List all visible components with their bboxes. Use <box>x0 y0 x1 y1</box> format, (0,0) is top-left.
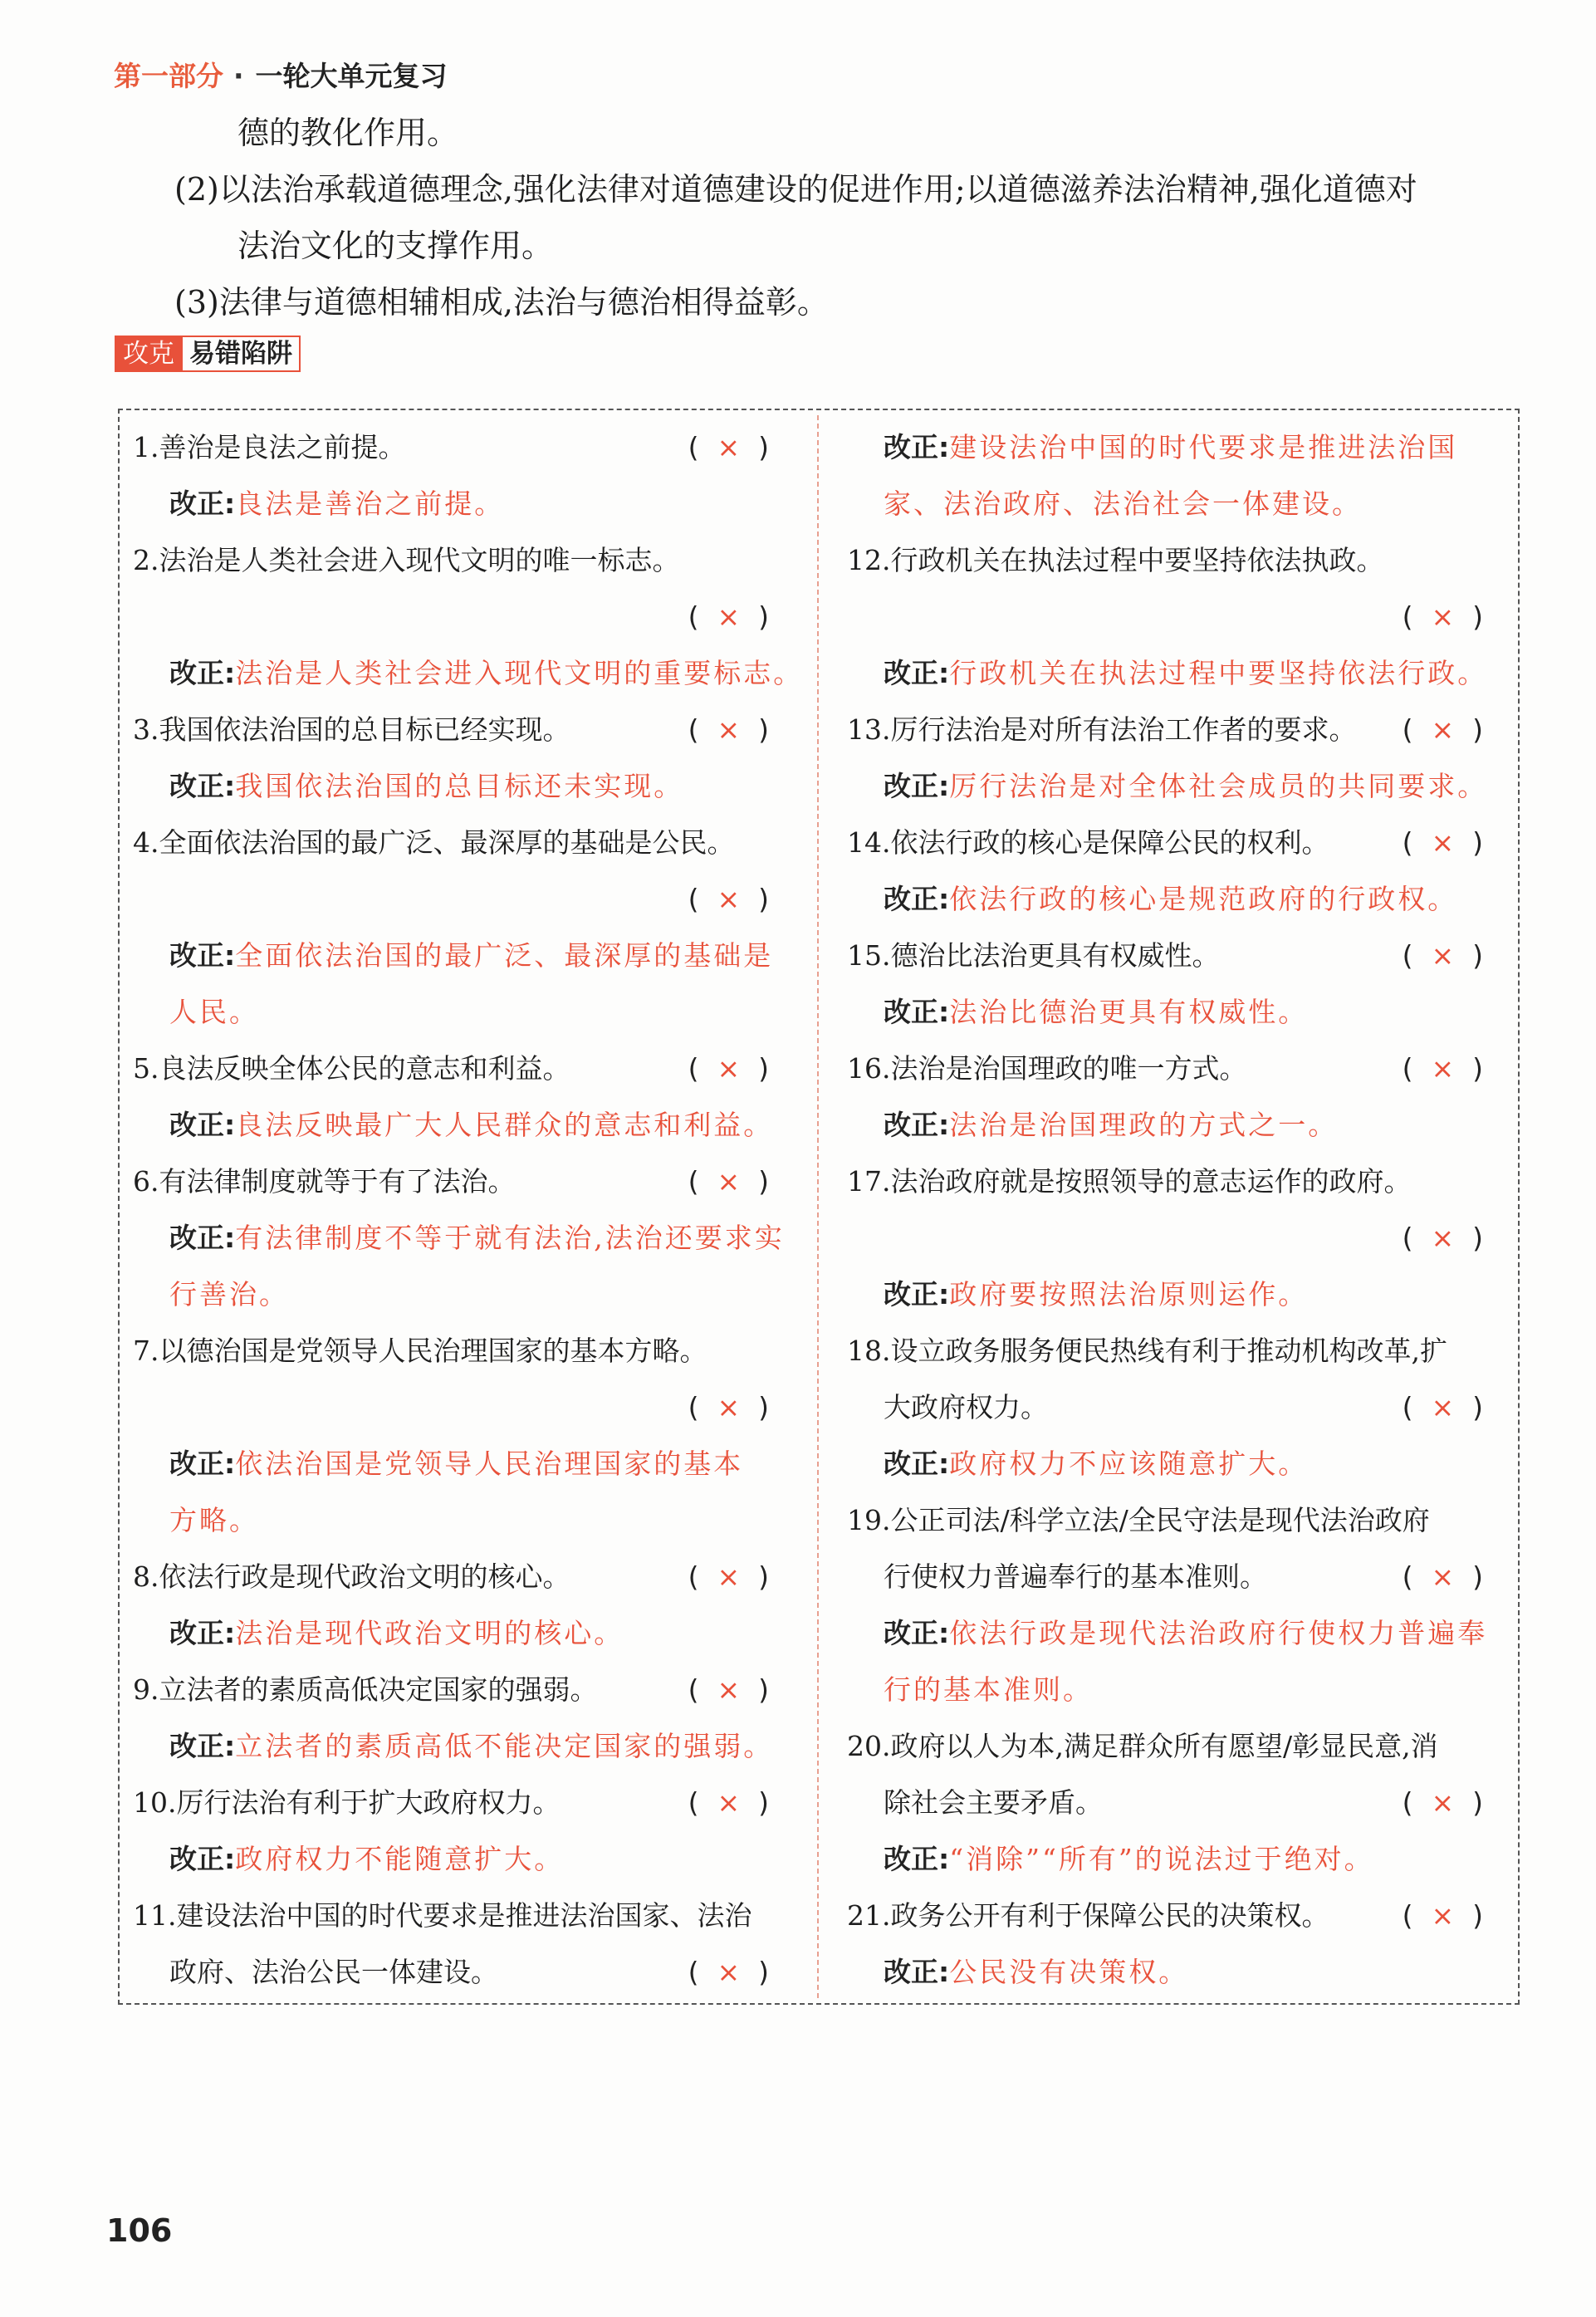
header-title: 一轮大单元复习 <box>255 60 448 92</box>
answer-mark <box>688 1154 787 1210</box>
correction-label: 改正: <box>884 657 950 689</box>
correction-line <box>847 1944 1503 2001</box>
mark-open-paren: ( <box>1402 1786 1432 1819</box>
question-text: 全面依法治国的最广泛、最深厚的基础是公民。 <box>159 826 735 859</box>
correction-label: 改正: <box>884 1278 950 1310</box>
mark-open-paren: ( <box>1402 1052 1432 1085</box>
answer-mark <box>1403 702 1501 758</box>
question-line <box>133 532 789 589</box>
question-number: 8. <box>133 1560 159 1593</box>
correction-line <box>133 645 804 702</box>
intro-item-2: (2)以法治承载道德理念,强化法律对道德建设的促进作用;以道德滋养法治精神,强化道德对 <box>174 171 1417 208</box>
question-number: 16. <box>847 1052 891 1085</box>
correction-label: 改正: <box>169 1109 236 1141</box>
trap-item <box>133 1323 789 1549</box>
question-text: 大政府权力。 <box>884 1391 1048 1423</box>
question-text: 公正司法/科学立法/全民守法是现代法治政府 <box>890 1504 1430 1536</box>
correction-text: 家、法治政府、法治社会一体建设。 <box>884 487 1362 520</box>
wrong-mark-icon: × <box>1431 1560 1473 1593</box>
mark-close-paren: ) <box>1472 939 1501 972</box>
question-text: 政府、法治公民一体建设。 <box>169 1956 498 1988</box>
trap-item <box>847 928 1503 1041</box>
right-column <box>847 419 1503 2001</box>
correction-label: 改正: <box>884 1956 950 1988</box>
mark-close-paren: ) <box>758 1786 787 1819</box>
answer-mark <box>1403 928 1501 984</box>
question-number: 19. <box>847 1504 891 1536</box>
trap-item <box>847 702 1503 815</box>
question-number: 11. <box>133 1899 177 1932</box>
wrong-mark-icon: × <box>1431 939 1473 972</box>
question-text: 行使权力普遍奉行的基本准则。 <box>884 1560 1267 1593</box>
wrong-mark-icon: × <box>717 1786 759 1819</box>
correction-text: 法治是现代政治文明的核心。 <box>235 1617 624 1649</box>
mark-close-paren: ) <box>1472 1052 1501 1085</box>
correction-line <box>133 928 789 984</box>
question-number: 7. <box>133 1335 159 1367</box>
question-text: 善治是良法之前提。 <box>159 431 406 463</box>
correction-label: 改正: <box>884 996 950 1028</box>
correction-label: 改正: <box>884 1843 950 1875</box>
correction-text: 厉行法治是对全体社会成员的共同要求。 <box>949 770 1488 802</box>
answer-mark <box>688 1662 787 1718</box>
correction-text: 良法是善治之前提。 <box>235 487 505 520</box>
mark-close-paren: ) <box>758 600 787 633</box>
header-part: 第一部分 <box>114 60 223 92</box>
correction-text: 有法律制度不等于就有法治,法治还要求实 <box>235 1222 785 1254</box>
question-text: 政务公开有利于保障公民的决策权。 <box>890 1899 1329 1932</box>
question-text: 有法律制度就等于有了法治。 <box>159 1165 516 1198</box>
mark-close-paren: ) <box>1472 1560 1501 1593</box>
question-number: 6. <box>133 1165 159 1198</box>
correction-label: 改正: <box>169 657 236 689</box>
correction-label: 改正: <box>884 1617 950 1649</box>
correction-line <box>847 476 1503 532</box>
question-line <box>847 1323 1503 1379</box>
question-line <box>847 1775 1503 1831</box>
wrong-mark-icon: × <box>1431 600 1473 633</box>
mark-close-paren: ) <box>1472 826 1501 859</box>
correction-text: 方略。 <box>169 1504 259 1536</box>
correction-label: 改正: <box>884 1448 950 1480</box>
wrong-mark-icon: × <box>1431 1222 1473 1254</box>
question-number: 2. <box>133 544 159 576</box>
mark-close-paren: ) <box>1472 1391 1501 1423</box>
wrong-mark-icon: × <box>717 1165 759 1198</box>
question-number: 17. <box>847 1165 891 1198</box>
correction-text: 政府权力不能随意扩大。 <box>235 1843 565 1875</box>
mark-open-paren: ( <box>688 431 717 463</box>
question-line <box>133 1944 789 2001</box>
correction-text: 立法者的素质高低不能决定国家的强弱。 <box>235 1730 774 1762</box>
mark-open-paren: ( <box>688 1165 717 1198</box>
intro-line-1: 德的教化作用。 <box>237 115 459 151</box>
wrong-mark-icon: × <box>1431 1786 1473 1819</box>
question-text: 政府以人为本,满足群众所有愿望/彰显民意,消 <box>890 1730 1438 1762</box>
question-line <box>847 532 1503 589</box>
question-line <box>847 1888 1503 1944</box>
trap-item <box>133 1041 789 1154</box>
mark-close-paren: ) <box>758 883 787 915</box>
trap-item <box>133 1775 789 1888</box>
mark-open-paren: ( <box>1402 600 1432 633</box>
trap-item <box>133 702 789 815</box>
correction-text: 全面依法治国的最广泛、最深厚的基础是 <box>235 939 774 972</box>
wrong-mark-icon: × <box>717 600 759 633</box>
mark-close-paren: ) <box>758 1165 787 1198</box>
trap-item <box>847 1041 1503 1154</box>
mark-open-paren: ( <box>688 1052 717 1085</box>
correction-text: 良法反映最广大人民群众的意志和利益。 <box>235 1109 774 1141</box>
question-number: 9. <box>133 1673 159 1706</box>
correction-label: 改正: <box>169 1448 236 1480</box>
wrong-mark-icon: × <box>717 1391 759 1423</box>
question-number: 5. <box>133 1052 159 1085</box>
question-number: 13. <box>847 713 891 746</box>
question-line <box>847 702 1503 758</box>
answer-mark <box>1403 1775 1501 1831</box>
correction-line <box>133 1831 789 1888</box>
question-text: 设立政务服务便民热线有利于推动机构改革,扩 <box>890 1335 1447 1367</box>
mark-open-paren: ( <box>1402 1899 1432 1932</box>
answer-mark <box>688 1775 787 1831</box>
question-text: 行政机关在执法过程中要坚持依法执政。 <box>890 544 1384 576</box>
question-text: 依法行政的核心是保障公民的权利。 <box>890 826 1329 859</box>
question-number: 15. <box>847 939 891 972</box>
mark-line <box>133 1379 789 1436</box>
correction-line <box>847 1266 1503 1323</box>
trap-item <box>133 1549 789 1662</box>
intro-text <box>174 105 1536 331</box>
page-number: 106 <box>106 2212 173 2249</box>
correction-text: 法治是治国理政的方式之一。 <box>949 1109 1339 1141</box>
mark-close-paren: ) <box>758 1673 787 1706</box>
question-text: 良法反映全体公民的意志和利益。 <box>159 1052 570 1085</box>
trap-item <box>133 1154 789 1323</box>
wrong-mark-icon: × <box>1431 1899 1473 1932</box>
question-line <box>133 1154 789 1210</box>
correction-line <box>847 871 1503 928</box>
correction-text: “消除”“所有”的说法过于绝对。 <box>949 1843 1374 1875</box>
correction-line <box>133 984 789 1041</box>
mark-close-paren: ) <box>1472 713 1501 746</box>
wrong-mark-icon: × <box>717 1052 759 1085</box>
mark-close-paren: ) <box>758 1391 787 1423</box>
question-line <box>847 1041 1503 1097</box>
mark-close-paren: ) <box>758 713 787 746</box>
correction-line <box>847 758 1503 815</box>
correction-label: 改正: <box>169 487 236 520</box>
correction-label: 改正: <box>169 1222 236 1254</box>
trap-item <box>133 1888 789 2001</box>
correction-line <box>847 1436 1503 1492</box>
question-line <box>133 419 789 476</box>
mark-close-paren: ) <box>1472 1222 1501 1254</box>
correction-line <box>133 1266 789 1323</box>
question-text: 法治是人类社会进入现代文明的唯一标志。 <box>159 544 680 576</box>
mark-open-paren: ( <box>688 883 717 915</box>
intro-item-2-cont: 法治文化的支撑作用。 <box>237 228 554 264</box>
question-text: 法治是治国理政的唯一方式。 <box>890 1052 1247 1085</box>
correction-line <box>133 1718 789 1775</box>
mark-line <box>133 871 789 928</box>
correction-line <box>847 1097 1503 1154</box>
column-divider <box>817 415 819 1998</box>
correction-label: 改正: <box>884 1109 950 1141</box>
correction-line <box>133 1605 789 1662</box>
answer-mark <box>688 589 787 645</box>
correction-line <box>847 1831 1503 1888</box>
answer-mark <box>1403 1210 1501 1266</box>
wrong-mark-icon: × <box>1431 826 1473 859</box>
correction-line <box>847 984 1503 1041</box>
trap-item <box>847 1888 1503 2001</box>
correction-line <box>133 476 789 532</box>
question-number: 12. <box>847 544 891 576</box>
question-line <box>847 1549 1503 1605</box>
mark-close-paren: ) <box>1472 600 1501 633</box>
mark-open-paren: ( <box>1402 713 1432 746</box>
answer-mark <box>688 1944 787 2001</box>
correction-label: 改正: <box>884 770 950 802</box>
trap-item <box>133 419 789 532</box>
question-line <box>133 1662 789 1718</box>
trap-item <box>133 1662 789 1775</box>
answer-mark <box>1403 1041 1501 1097</box>
trap-item <box>847 532 1503 702</box>
trap-item <box>133 532 804 702</box>
wrong-mark-icon: × <box>717 1673 759 1706</box>
mark-close-paren: ) <box>758 1052 787 1085</box>
trap-item <box>847 1323 1503 1492</box>
correction-text: 建设法治中国的时代要求是推进法治国 <box>949 431 1458 463</box>
question-line <box>133 1888 789 1944</box>
question-line <box>847 1718 1503 1775</box>
correction-text: 政府权力不应该随意扩大。 <box>949 1448 1309 1480</box>
mark-open-paren: ( <box>1402 826 1432 859</box>
trap-item <box>847 815 1503 928</box>
question-line <box>133 702 789 758</box>
question-text: 立法者的素质高低决定国家的强弱。 <box>159 1673 598 1706</box>
mark-open-paren: ( <box>1402 1560 1432 1593</box>
question-number: 1. <box>133 431 159 463</box>
trap-item <box>847 1154 1503 1323</box>
mark-line <box>847 589 1503 645</box>
correction-text: 公民没有决策权。 <box>949 1956 1189 1988</box>
question-line <box>847 815 1503 871</box>
trap-item <box>847 1718 1503 1888</box>
question-line <box>133 1775 789 1831</box>
correction-text: 依法治国是党领导人民治理国家的基本 <box>235 1448 744 1480</box>
question-number: 3. <box>133 713 159 746</box>
wrong-mark-icon: × <box>717 713 759 746</box>
question-text: 建设法治中国的时代要求是推进法治国家、法治 <box>176 1899 752 1932</box>
intro-item-3: (3)法律与道德相辅相成,法治与德治相得益彰。 <box>174 284 829 321</box>
question-text: 德治比法治更具有权威性。 <box>890 939 1220 972</box>
question-number: 21. <box>847 1899 891 1932</box>
question-text: 法治政府就是按照领导的意志运作的政府。 <box>890 1165 1412 1198</box>
correction-line <box>847 419 1503 476</box>
trap-item <box>847 419 1503 532</box>
question-line <box>847 928 1503 984</box>
question-number: 4. <box>133 826 159 859</box>
left-column <box>133 419 804 2001</box>
correction-label: 改正: <box>884 883 950 915</box>
wrong-mark-icon: × <box>717 1956 759 1988</box>
correction-text: 我国依法治国的总目标还未实现。 <box>235 770 684 802</box>
question-line <box>133 815 789 871</box>
correction-line <box>847 645 1503 702</box>
correction-text: 行的基本准则。 <box>884 1673 1093 1706</box>
question-line <box>847 1492 1503 1549</box>
header-dot: · <box>233 60 244 92</box>
question-text: 我国依法治国的总目标已经实现。 <box>159 713 570 746</box>
answer-mark <box>1403 1379 1501 1436</box>
question-number: 10. <box>133 1786 177 1819</box>
mark-close-paren: ) <box>758 1560 787 1593</box>
mark-open-paren: ( <box>688 1786 717 1819</box>
question-text: 除社会主要矛盾。 <box>884 1786 1103 1819</box>
correction-line <box>133 1492 789 1549</box>
wrong-mark-icon: × <box>1431 1391 1473 1423</box>
mark-open-paren: ( <box>1402 939 1432 972</box>
correction-label: 改正: <box>169 1730 236 1762</box>
answer-mark <box>688 1379 787 1436</box>
answer-mark <box>1403 1888 1501 1944</box>
section-tag-first: 攻克 <box>115 336 183 372</box>
question-line <box>133 1549 789 1605</box>
question-text: 以德治国是党领导人民治理国家的基本方略。 <box>159 1335 707 1367</box>
correction-text: 行善治。 <box>169 1278 289 1310</box>
correction-text: 依法行政是现代法治政府行使权力普遍奉 <box>949 1617 1488 1649</box>
mark-line <box>847 1210 1503 1266</box>
section-tag <box>115 336 301 372</box>
correction-text: 行政机关在执法过程中要坚持依法行政。 <box>949 657 1488 689</box>
wrong-mark-icon: × <box>1431 713 1473 746</box>
correction-line <box>133 1097 789 1154</box>
trap-item <box>847 1492 1503 1718</box>
correction-line <box>133 1210 789 1266</box>
question-text: 厉行法治有利于扩大政府权力。 <box>176 1786 561 1819</box>
mark-open-paren: ( <box>688 600 717 633</box>
trap-item <box>133 815 789 1041</box>
mark-open-paren: ( <box>1402 1391 1432 1423</box>
question-line <box>133 1323 789 1379</box>
running-header <box>114 55 448 94</box>
mark-close-paren: ) <box>758 431 787 463</box>
question-line <box>133 1041 789 1097</box>
mark-open-paren: ( <box>688 1956 717 1988</box>
answer-mark <box>688 871 787 928</box>
correction-label: 改正: <box>169 939 236 972</box>
mark-open-paren: ( <box>688 1560 717 1593</box>
answer-mark <box>688 419 787 476</box>
question-line <box>847 1154 1503 1210</box>
correction-text: 法治比德治更具有权威性。 <box>949 996 1309 1028</box>
correction-line <box>847 1662 1503 1718</box>
correction-text: 法治是人类社会进入现代文明的重要标志。 <box>235 657 804 689</box>
mark-close-paren: ) <box>1472 1786 1501 1819</box>
correction-text: 政府要按照法治原则运作。 <box>949 1278 1309 1310</box>
question-text: 厉行法治是对所有法治工作者的要求。 <box>890 713 1357 746</box>
answer-mark <box>1403 1549 1501 1605</box>
question-number: 14. <box>847 826 891 859</box>
mark-open-paren: ( <box>688 1673 717 1706</box>
answer-mark <box>1403 589 1501 645</box>
wrong-mark-icon: × <box>717 1560 759 1593</box>
answer-mark <box>1403 815 1501 871</box>
mark-open-paren: ( <box>688 713 717 746</box>
question-number: 20. <box>847 1730 891 1762</box>
wrong-mark-icon: × <box>717 883 759 915</box>
answer-mark <box>688 702 787 758</box>
wrong-mark-icon: × <box>717 431 759 463</box>
question-text: 依法行政是现代政治文明的核心。 <box>159 1560 570 1593</box>
correction-label: 改正: <box>169 1843 236 1875</box>
mark-close-paren: ) <box>1472 1899 1501 1932</box>
question-number: 18. <box>847 1335 891 1367</box>
question-line <box>847 1379 1503 1436</box>
mark-open-paren: ( <box>1402 1222 1432 1254</box>
correction-text: 依法行政的核心是规范政府的行政权。 <box>949 883 1458 915</box>
section-tag-second: 易错陷阱 <box>183 336 301 372</box>
answer-mark <box>688 1041 787 1097</box>
answer-mark <box>688 1549 787 1605</box>
mark-line <box>133 589 789 645</box>
mark-close-paren: ) <box>758 1956 787 1988</box>
wrong-mark-icon: × <box>1431 1052 1473 1085</box>
correction-line <box>847 1605 1503 1662</box>
correction-text: 人民。 <box>169 996 259 1028</box>
correction-label: 改正: <box>169 1617 236 1649</box>
correction-label: 改正: <box>884 431 950 463</box>
correction-label: 改正: <box>169 770 236 802</box>
correction-line <box>133 1436 789 1492</box>
correction-line <box>133 758 789 815</box>
mark-open-paren: ( <box>688 1391 717 1423</box>
